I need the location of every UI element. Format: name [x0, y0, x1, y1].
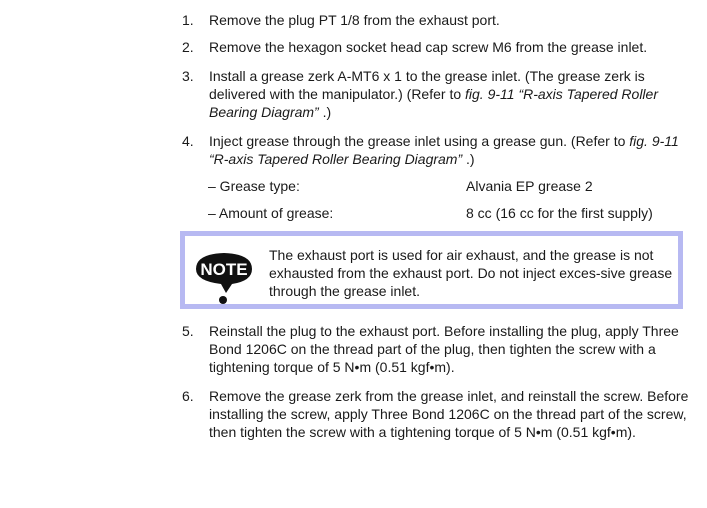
step-text-part: Inject grease through the grease inlet using a grease gun. (Refer to [209, 133, 630, 149]
step-number: 3. [182, 68, 194, 84]
spec-grease-amount [208, 204, 688, 222]
note-icon [194, 249, 254, 305]
step-text: Remove the hexagon socket head cap screw M6 from the grease inlet. [209, 39, 648, 55]
spec-grease-type [208, 177, 688, 195]
step-text [209, 67, 689, 121]
note-box [180, 231, 683, 309]
step-number: 1. [182, 12, 194, 28]
step-number: 6. [182, 388, 194, 404]
step-number: 5. [182, 323, 194, 339]
spec-value: 8 cc (16 cc for the first supply) [466, 205, 653, 221]
step-number: 2. [182, 39, 194, 55]
spec-label: – Grease type: [208, 178, 300, 194]
spec-value: Alvania EP grease 2 [466, 178, 593, 194]
step-text-part: .) [462, 151, 475, 167]
step-text: Remove the plug PT 1/8 from the exhaust port. [209, 12, 500, 28]
note-icon-label: NOTE [200, 260, 248, 279]
step-text [209, 132, 689, 168]
spec-label: – Amount of grease: [208, 205, 334, 221]
step-text: Remove the grease zerk from the grease inlet, and reinstall the screw. Before installing the screw, apply Three Bond 1206C on the thread part of the screw, then tighten the screw with a tightening torque of 5 N•m (0.51 kgf•m). [209, 388, 689, 440]
figure-reference: fig. 9-11 “R-axis Tapered Roller Bearing Diagram” [209, 133, 679, 167]
step-number: 4. [182, 133, 194, 149]
step-text: Reinstall the plug to the exhaust port. Before installing the plug, apply Three Bond 1206C on the thread part of the plug, then tighten the screw with a tightening torque of 5 N•m (0.51 kgf•m). [209, 323, 679, 375]
figure-reference: fig. 9-11 “R-axis Tapered Roller Bearing Diagram” [209, 86, 658, 120]
step-text-part: Install a grease zerk A-MT6 x 1 to the grease inlet. (The grease zerk is delivered with the manipulator.) (Refer to [209, 68, 645, 102]
note-text: The exhaust port is used for air exhaust, and the grease is not exhausted from the exhaust port. Do not inject exces-sive grease through the grease inlet. [269, 247, 673, 299]
step-text-part: .) [318, 104, 332, 120]
